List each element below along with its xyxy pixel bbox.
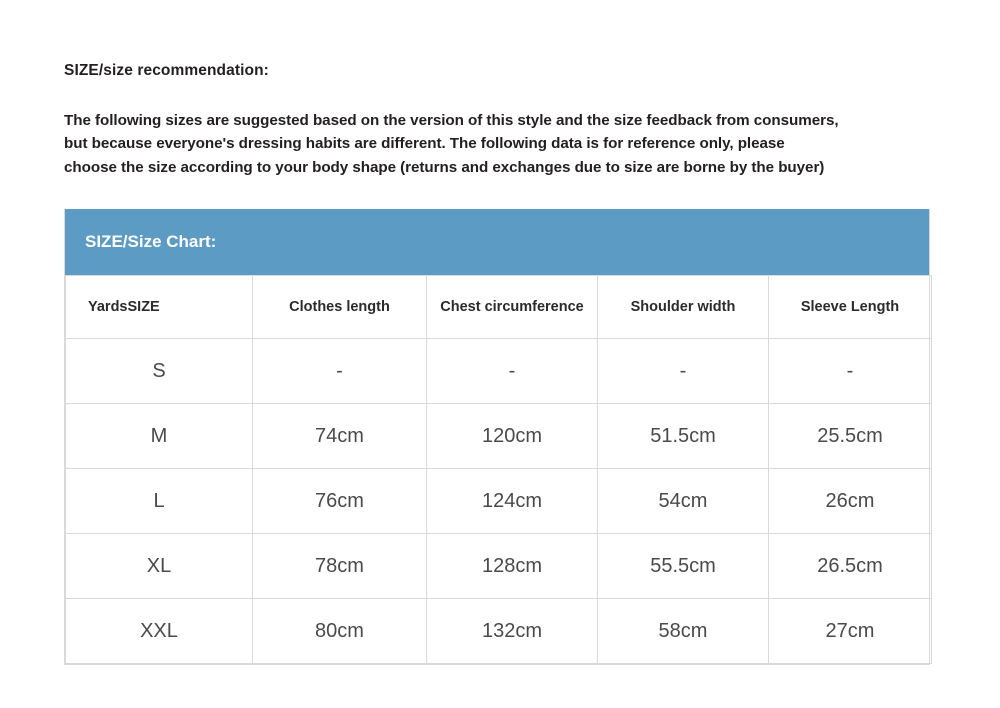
column-header-chest-circumference: Chest circumference — [427, 276, 598, 339]
table-header-row — [66, 276, 932, 339]
cell-clothes-length: 80cm — [253, 599, 427, 664]
intro-line-3: choose the size according to your body shape (returns and exchanges due to size are borne by the buyer) — [64, 158, 825, 176]
page-title: SIZE/size recommendation: — [64, 62, 269, 79]
cell-chest: 120cm — [427, 404, 598, 469]
table-row — [66, 404, 932, 469]
column-header-clothes-length: Clothes length — [253, 276, 427, 339]
cell-chest: 132cm — [427, 599, 598, 664]
column-header-shoulder-width: Shoulder width — [598, 276, 769, 339]
cell-chest: 124cm — [427, 469, 598, 534]
column-header-yards: YardsSIZE — [66, 276, 253, 339]
cell-size: L — [66, 469, 253, 534]
cell-size: XXL — [66, 599, 253, 664]
cell-clothes-length: 78cm — [253, 534, 427, 599]
cell-shoulder: - — [598, 339, 769, 404]
cell-shoulder: 51.5cm — [598, 404, 769, 469]
cell-size: XL — [66, 534, 253, 599]
cell-shoulder: 55.5cm — [598, 534, 769, 599]
intro-paragraph — [64, 109, 936, 180]
cell-shoulder: 54cm — [598, 469, 769, 534]
cell-sleeve: 26cm — [769, 469, 932, 534]
cell-chest: - — [427, 339, 598, 404]
table-row — [66, 534, 932, 599]
cell-sleeve: - — [769, 339, 932, 404]
size-table — [65, 275, 932, 664]
cell-size: M — [66, 404, 253, 469]
cell-sleeve: 27cm — [769, 599, 932, 664]
cell-chest: 128cm — [427, 534, 598, 599]
cell-sleeve: 26.5cm — [769, 534, 932, 599]
cell-clothes-length: 76cm — [253, 469, 427, 534]
table-row — [66, 469, 932, 534]
intro-line-2: but because everyone's dressing habits are different. The following data is for reference only, please — [64, 135, 785, 153]
cell-sleeve: 25.5cm — [769, 404, 932, 469]
size-chart-title: SIZE/Size Chart: — [65, 209, 929, 275]
intro-line-1: The following sizes are suggested based on the version of this style and the size feedback from consumers, — [64, 111, 839, 129]
cell-size: S — [66, 339, 253, 404]
cell-shoulder: 58cm — [598, 599, 769, 664]
size-chart-container — [64, 209, 930, 665]
cell-clothes-length: - — [253, 339, 427, 404]
cell-clothes-length: 74cm — [253, 404, 427, 469]
table-row — [66, 339, 932, 404]
column-header-sleeve-length: Sleeve Length — [769, 276, 932, 339]
table-row — [66, 599, 932, 664]
